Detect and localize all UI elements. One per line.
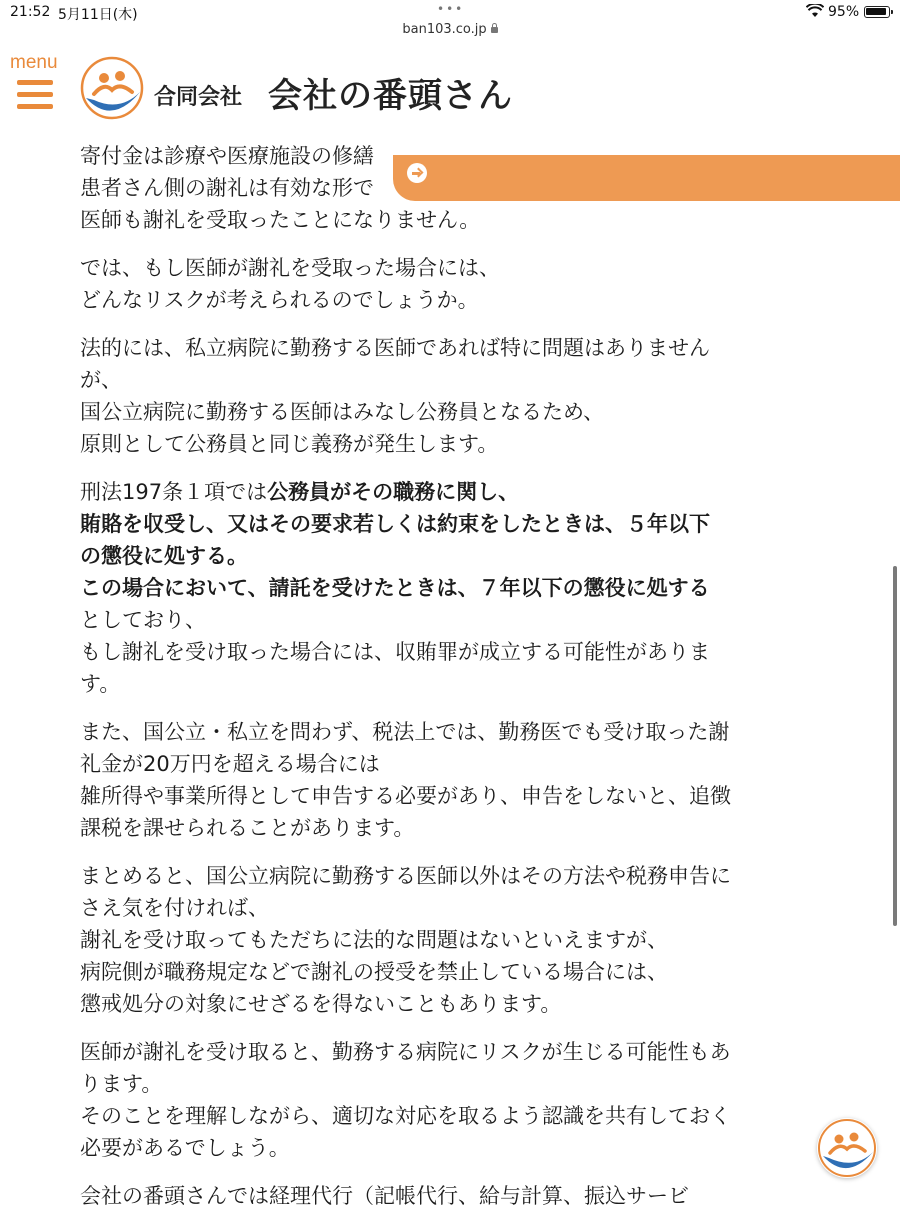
battery-percent: 95% xyxy=(828,4,860,20)
scroll-indicator[interactable] xyxy=(893,566,897,926)
article-line: 課税を課せられることがあります。 xyxy=(80,816,415,840)
multitask-dots-icon[interactable]: ••• xyxy=(437,2,465,16)
article-line: 雑所得や事業所得として申告する必要があり、申告をしないと、追徴 xyxy=(80,784,731,808)
article-line: 寄付金は診療や医療施設の修繕 xyxy=(80,144,374,168)
floating-logo-button-icon[interactable] xyxy=(817,1118,877,1178)
article-line: 必要があるでしょう。 xyxy=(80,1136,290,1160)
article-line: さえ気を付ければ、 xyxy=(80,896,269,920)
article-line: す。 xyxy=(80,672,121,696)
article-line: 謝礼を受け取ってもただちに法的な問題はないといえますが、 xyxy=(80,928,668,952)
article-line: 刑法197条１項では xyxy=(80,480,268,504)
article-line: そのことを理解しながら、適切な対応を取るよう認識を共有しておく xyxy=(80,1104,731,1128)
url-domain: ban103.co.jp xyxy=(402,22,487,37)
menu-button[interactable] xyxy=(10,52,70,116)
article-line: 原則として公務員と同じ義務が発生します。 xyxy=(80,432,499,456)
article-paragraph xyxy=(80,716,820,844)
article-paragraph-law-quote xyxy=(80,476,820,700)
article-line: どんなリスクが考えられるのでしょうか。 xyxy=(80,288,479,312)
article-paragraph xyxy=(80,332,820,460)
article-paragraph xyxy=(80,1180,820,1212)
article-line: もし謝礼を受け取った場合には、収賄罪が成立する可能性がありま xyxy=(80,640,710,664)
article-line: まとめると、国公立病院に勤務する医師以外はその方法や税務申告に xyxy=(80,864,731,888)
article-paragraph xyxy=(80,252,820,316)
site-header xyxy=(0,44,900,128)
wifi-icon xyxy=(806,4,824,18)
article-line: 懲戒処分の対象にせざるを得ないこともあります。 xyxy=(80,992,562,1016)
article-line: 医師も謝礼を受取ったことになりません。 xyxy=(80,208,481,232)
article-line-bold: の懲役に処する。 xyxy=(80,544,248,568)
hamburger-icon xyxy=(17,80,53,85)
article-line: が、 xyxy=(80,368,122,392)
article-line: 患者さん側の謝礼は有効な形で xyxy=(80,176,374,200)
company-logo-icon[interactable] xyxy=(80,56,144,120)
article-line: 国公立病院に勤務する医師はみなし公務員となるため、 xyxy=(80,400,605,424)
article-body xyxy=(80,140,820,1228)
article-line: また、国公立・私立を問わず、税法上では、勤務医でも受け取った謝 xyxy=(80,720,730,744)
article-paragraph xyxy=(80,1036,820,1164)
company-name: 会社の番頭さん xyxy=(268,76,513,116)
article-line-bold: この場合において、請託を受けたときは、７年以下の懲役に処する xyxy=(80,576,710,600)
article-line: 医師が謝礼を受け取ると、勤務する病院にリスクが生じる可能性もあ xyxy=(80,1040,731,1064)
company-prefix: 合同会社 xyxy=(154,85,243,110)
status-bar xyxy=(0,0,900,24)
article-line-bold: 公務員がその職務に関し、 xyxy=(267,480,520,504)
article-line: ります。 xyxy=(80,1072,163,1096)
article-line: 法的には、私立病院に勤務する医師であれば特に問題はありません xyxy=(80,336,710,360)
article-paragraph xyxy=(80,860,820,1020)
status-time: 21:52 xyxy=(10,4,51,20)
article-line: 病院側が職務規定などで謝礼の授受を禁止している場合には、 xyxy=(80,960,668,984)
arrow-right-circle-icon[interactable] xyxy=(407,163,427,183)
article-line: 会社の番頭さんでは経理代行（記帳代行、給与計算、振込サービ xyxy=(80,1184,689,1208)
battery-icon xyxy=(864,6,890,18)
floating-nav-bar[interactable] xyxy=(393,155,900,201)
article-line: としており、 xyxy=(80,608,206,632)
lock-icon xyxy=(491,27,498,33)
status-date: 5月11日(木) xyxy=(58,7,138,23)
menu-label: menu xyxy=(10,52,58,73)
url-bar[interactable] xyxy=(0,22,900,44)
article-line: 礼金が20万円を超える場合には xyxy=(80,752,380,776)
article-line: では、もし医師が謝礼を受取った場合には、 xyxy=(80,256,500,280)
article-line-bold: 賄賂を収受し、又はその要求若しくは約束をしたときは、５年以下 xyxy=(80,512,710,536)
